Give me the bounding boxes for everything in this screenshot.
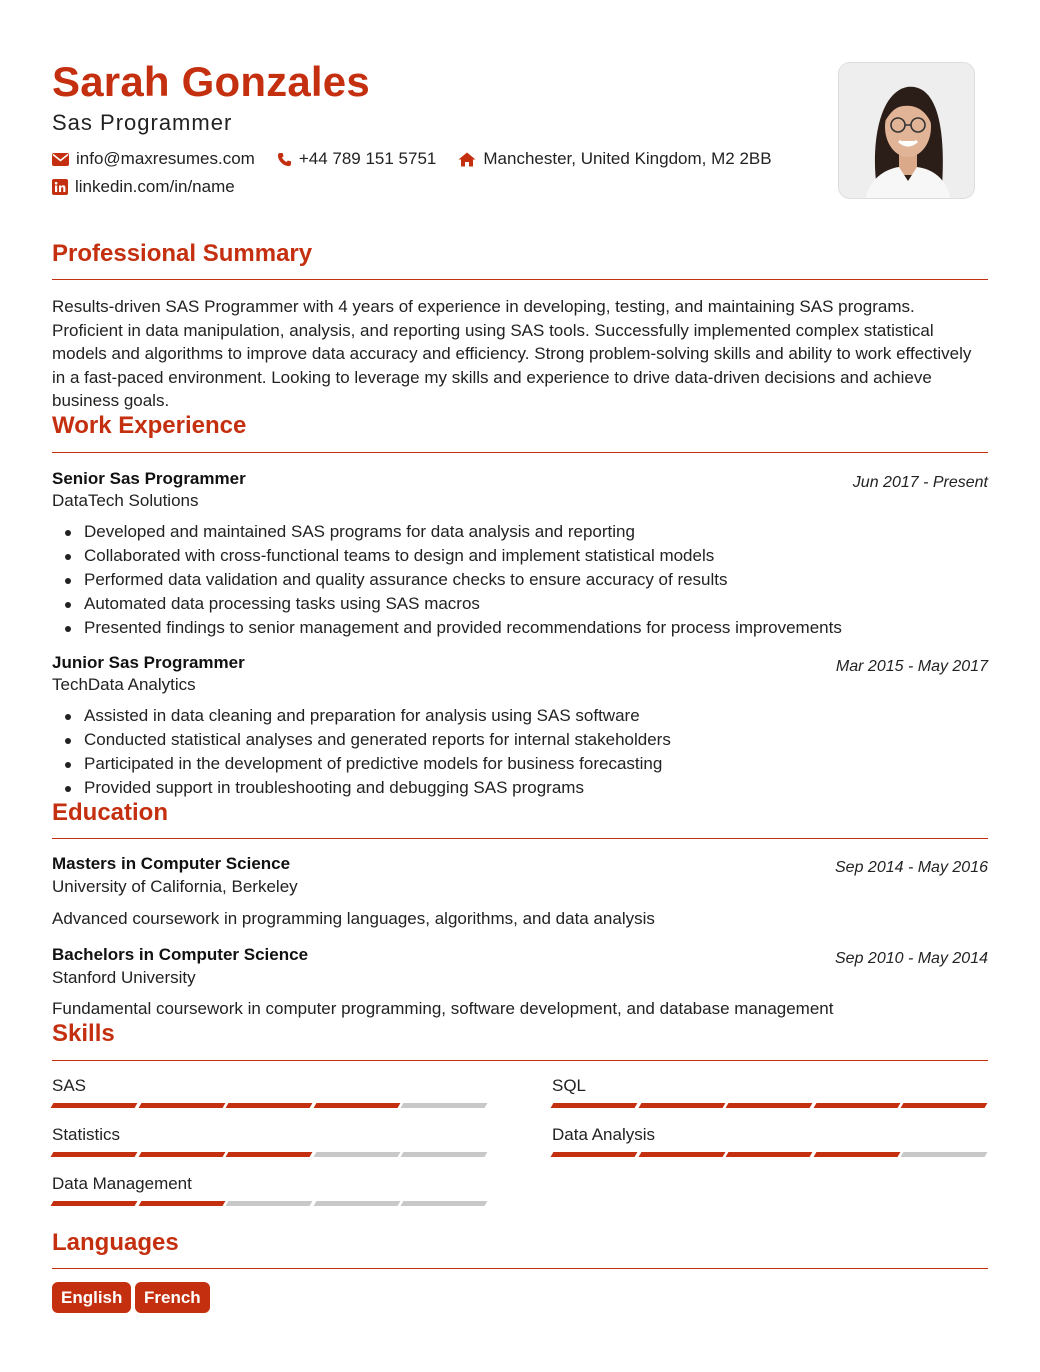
skill-level-segment-filled (638, 1152, 724, 1157)
skill-level-segment-filled (226, 1152, 312, 1157)
job-company: DataTech Solutions (52, 491, 199, 510)
skill-data-analysis (552, 1125, 988, 1157)
profile-photo (838, 62, 975, 199)
job-dates: Mar 2015 - May 2017 (835, 658, 988, 675)
languages-heading: Languages (52, 1229, 179, 1256)
skill-name: Data Management (52, 1174, 192, 1193)
contact-phone[interactable] (277, 149, 437, 169)
skill-sql (552, 1076, 988, 1108)
degree-school: University of California, Berkeley (52, 877, 298, 896)
job-bullets (84, 704, 984, 800)
skill-level-bar (52, 1152, 488, 1157)
language-tag-french: French (135, 1282, 210, 1313)
job-dates: Jun 2017 - Present (852, 474, 988, 491)
list-item: Provided support in troubleshooting and debugging SAS programs (84, 776, 984, 800)
skill-level-bar (52, 1201, 488, 1206)
job-bullets (84, 520, 984, 640)
degree-description: Fundamental coursework in computer programming, software development, and database management (52, 999, 834, 1018)
skill-level-segment-empty (401, 1201, 487, 1206)
list-item: Performed data validation and quality assurance checks to ensure accuracy of results (84, 568, 984, 592)
skill-level-segment-filled (138, 1201, 224, 1206)
skill-level-segment-filled (813, 1152, 899, 1157)
skill-level-bar (52, 1103, 488, 1108)
degree-school: Stanford University (52, 968, 196, 987)
skill-level-segment-filled (226, 1103, 312, 1108)
list-item: Participated in the development of predictive models for business forecasting (84, 752, 984, 776)
skill-level-segment-filled (51, 1103, 137, 1108)
education-heading: Education (52, 799, 169, 826)
experience-divider (52, 452, 988, 453)
home-icon (458, 152, 476, 167)
degree-dates: Sep 2014 - May 2016 (835, 859, 988, 876)
skill-level-segment-empty (313, 1152, 399, 1157)
contact-linkedin-text: linkedin.com/in/name (75, 177, 235, 196)
skill-level-segment-empty (313, 1201, 399, 1206)
skill-level-bar (552, 1152, 988, 1157)
skill-sas (52, 1076, 488, 1108)
skill-level-segment-filled (551, 1103, 637, 1108)
skill-level-segment-empty (401, 1103, 487, 1108)
education-divider (52, 838, 988, 839)
job-title: Junior Sas Programmer (52, 653, 245, 672)
degree-description: Advanced coursework in programming languages, algorithms, and data analysis (52, 909, 655, 928)
degree-title: Bachelors in Computer Science (52, 945, 309, 964)
degree-title: Masters in Computer Science (52, 854, 291, 873)
skill-level-segment-filled (726, 1152, 812, 1157)
skill-level-segment-filled (138, 1152, 224, 1157)
list-item: Collaborated with cross-functional teams to design and implement statistical models (84, 544, 984, 568)
phone-icon (277, 152, 292, 167)
contact-linkedin[interactable] (52, 177, 235, 197)
skill-name: Statistics (52, 1125, 121, 1144)
contact-address-text: Manchester, United Kingdom, M2 2BB (483, 149, 772, 168)
skill-level-segment-empty (901, 1152, 987, 1157)
skill-name: Data Analysis (552, 1125, 655, 1144)
skill-level-segment-filled (313, 1103, 399, 1108)
profile-photo-image (839, 63, 975, 199)
skill-level-segment-filled (51, 1152, 137, 1157)
languages-divider (52, 1268, 988, 1269)
language-tag-english: English (52, 1282, 131, 1313)
contact-row-primary (52, 149, 794, 169)
skills-divider (52, 1060, 988, 1061)
skill-data-management (52, 1174, 488, 1206)
skills-heading: Skills (52, 1020, 115, 1047)
skill-level-segment-filled (51, 1201, 137, 1206)
list-item: Assisted in data cleaning and preparation for analysis using SAS software (84, 704, 984, 728)
job-company: TechData Analytics (52, 675, 196, 694)
list-item: Automated data processing tasks using SAS macros (84, 592, 984, 616)
candidate-role: Sas Programmer (52, 110, 233, 135)
skill-level-segment-filled (138, 1103, 224, 1108)
list-item: Conducted statistical analyses and generated reports for internal stakeholders (84, 728, 984, 752)
skill-name: SAS (52, 1076, 87, 1095)
contact-row-secondary (52, 177, 257, 197)
list-item: Presented findings to senior management and provided recommendations for process improvements (84, 616, 984, 640)
envelope-icon (52, 153, 69, 166)
skill-level-segment-filled (551, 1152, 637, 1157)
skill-level-segment-filled (901, 1103, 987, 1108)
contact-email-text: info@maxresumes.com (76, 149, 255, 168)
degree-dates: Sep 2010 - May 2014 (835, 950, 988, 967)
summary-divider (52, 279, 988, 280)
skill-level-segment-filled (638, 1103, 724, 1108)
contact-email[interactable] (52, 149, 255, 169)
list-item: Developed and maintained SAS programs for data analysis and reporting (84, 520, 984, 544)
summary-text: Results-driven SAS Programmer with 4 years of experience in developing, testing, and maintaining SAS programs. Proficient in data manipulation, analysis, and reporting using SAS tools. Successfully implemented complex statistical models and algorithms to improve data accuracy and efficiency. Strong problem-solving skills and ability to work effectively in a fast-paced environment. Looking to leverage my skills and experience to drive data-driven decisions and achieve business goals. (52, 297, 972, 411)
skill-level-segment-empty (226, 1201, 312, 1206)
experience-heading: Work Experience (52, 412, 247, 439)
contact-phone-text: +44 789 151 5751 (298, 149, 437, 168)
contact-address (458, 149, 771, 169)
skill-level-bar (552, 1103, 988, 1108)
skill-level-segment-filled (813, 1103, 899, 1108)
skill-statistics (52, 1125, 488, 1157)
skill-level-segment-filled (726, 1103, 812, 1108)
candidate-name: Sarah Gonzales (52, 58, 370, 105)
linkedin-icon (52, 179, 68, 195)
job-title: Senior Sas Programmer (52, 469, 246, 488)
skill-level-segment-empty (401, 1152, 487, 1157)
summary-heading: Professional Summary (52, 240, 313, 267)
skill-name: SQL (552, 1076, 587, 1095)
